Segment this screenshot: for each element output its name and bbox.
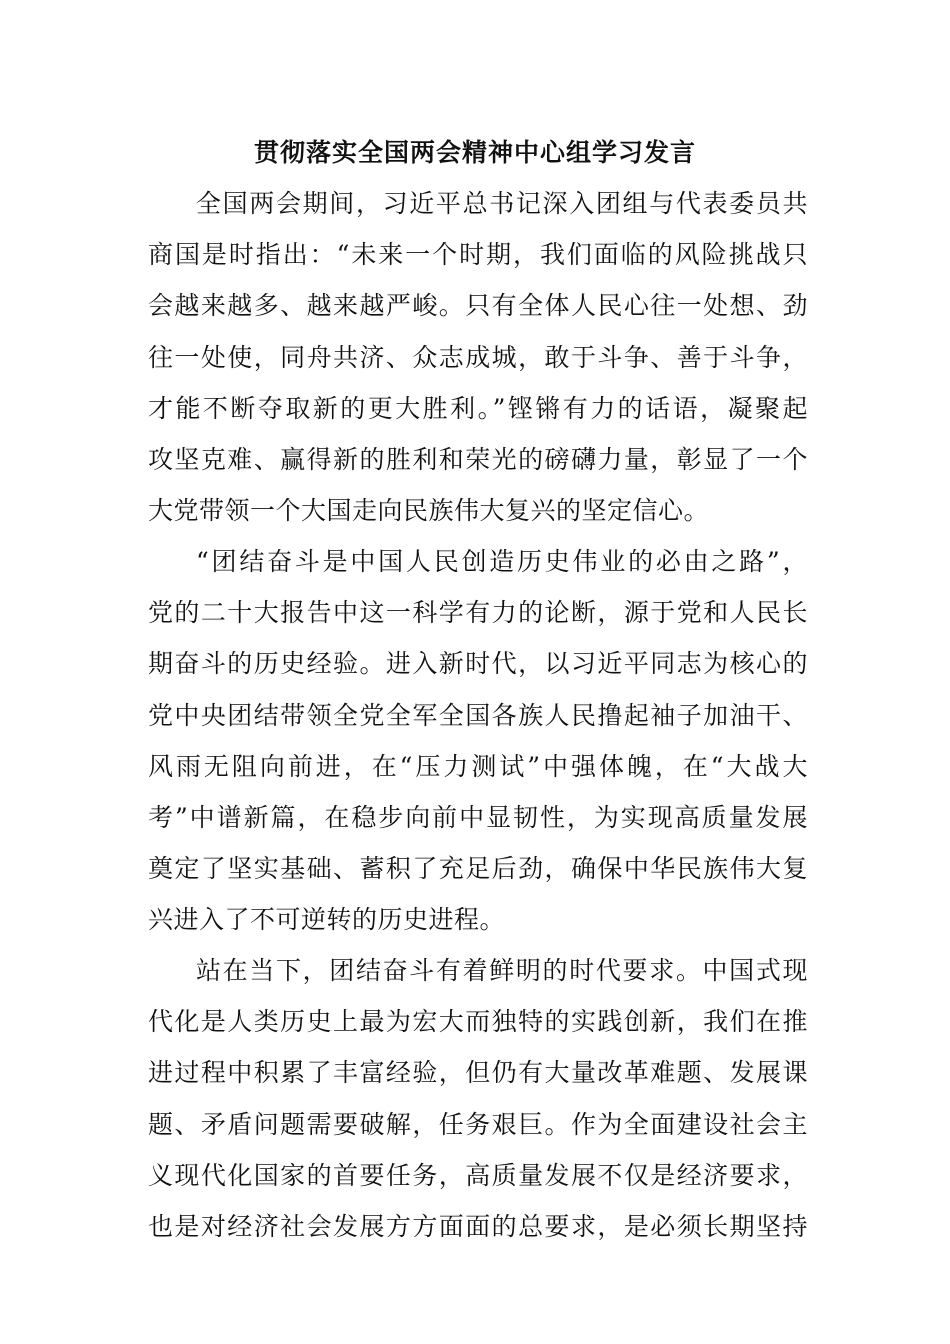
paragraph-line: 站在当下，团结奋斗有着鲜明的时代要求。中国式现 bbox=[196, 956, 808, 985]
paragraph-line: 商国是时指出：“未来一个时期，我们面临的风险挑战只 bbox=[148, 240, 808, 270]
paragraph-line: “团结奋斗是中国人民创造历史伟业的必由之路”， bbox=[196, 547, 808, 576]
paragraph-line: 才能不断夺取新的更大胜利。”铿锵有力的话语，凝聚起 bbox=[148, 393, 808, 423]
paragraph-line: 考”中谱新篇，在稳步向前中显韧性，为实现高质量发展 bbox=[148, 802, 808, 832]
paragraph-line: 会越来越多、越来越严峻。只有全体人民心往一处想、劲 bbox=[148, 291, 808, 321]
paragraph-1 bbox=[148, 178, 808, 536]
paragraph-line: 代化是人类历史上最为宏大而独特的实践创新，我们在推 bbox=[148, 1007, 808, 1037]
paragraph-line: 期奋斗的历史经验。进入新时代，以习近平同志为核心的 bbox=[148, 649, 808, 679]
paragraph-2 bbox=[148, 536, 808, 946]
paragraph-line: 题、矛盾问题需要破解，任务艰巨。作为全面建设社会主 bbox=[148, 1109, 808, 1139]
paragraph-line: 全国两会期间，习近平总书记深入团组与代表委员共 bbox=[196, 189, 808, 218]
paragraph-line: 奠定了坚实基础、蓄积了充足后劲，确保中华民族伟大复 bbox=[148, 854, 808, 884]
paragraph-3 bbox=[148, 945, 808, 1252]
paragraph-line: 党的二十大报告中这一科学有力的论断，源于党和人民长 bbox=[148, 598, 808, 628]
paragraph-line: 进过程中积累了丰富经验，但仍有大量改革难题、发展课 bbox=[148, 1058, 808, 1088]
paragraph-line: 兴进入了不可逆转的历史进程。 bbox=[148, 905, 506, 935]
paragraph-line: 攻坚克难、赢得新的胜利和荣光的磅礴力量，彰显了一个 bbox=[148, 444, 808, 474]
paragraph-line: 风雨无阻向前进，在“压力测试”中强体魄，在“大战大 bbox=[148, 751, 808, 781]
paragraph-line: 往一处使，同舟共济、众志成城，敢于斗争、善于斗争， bbox=[148, 342, 808, 372]
paragraph-line: 义现代化国家的首要任务，高质量发展不仅是经济要求， bbox=[148, 1160, 808, 1190]
paragraph-line: 党中央团结带领全党全军全国各族人民撸起袖子加油干、 bbox=[148, 700, 808, 730]
paragraph-line: 大党带领一个大国走向民族伟大复兴的坚定信心。 bbox=[148, 496, 710, 526]
document-title: 贯彻落实全国两会精神中心组学习发言 bbox=[253, 138, 696, 167]
paragraph-line: 也是对经济社会发展方方面面的总要求，是必须长期坚持 bbox=[148, 1211, 808, 1241]
